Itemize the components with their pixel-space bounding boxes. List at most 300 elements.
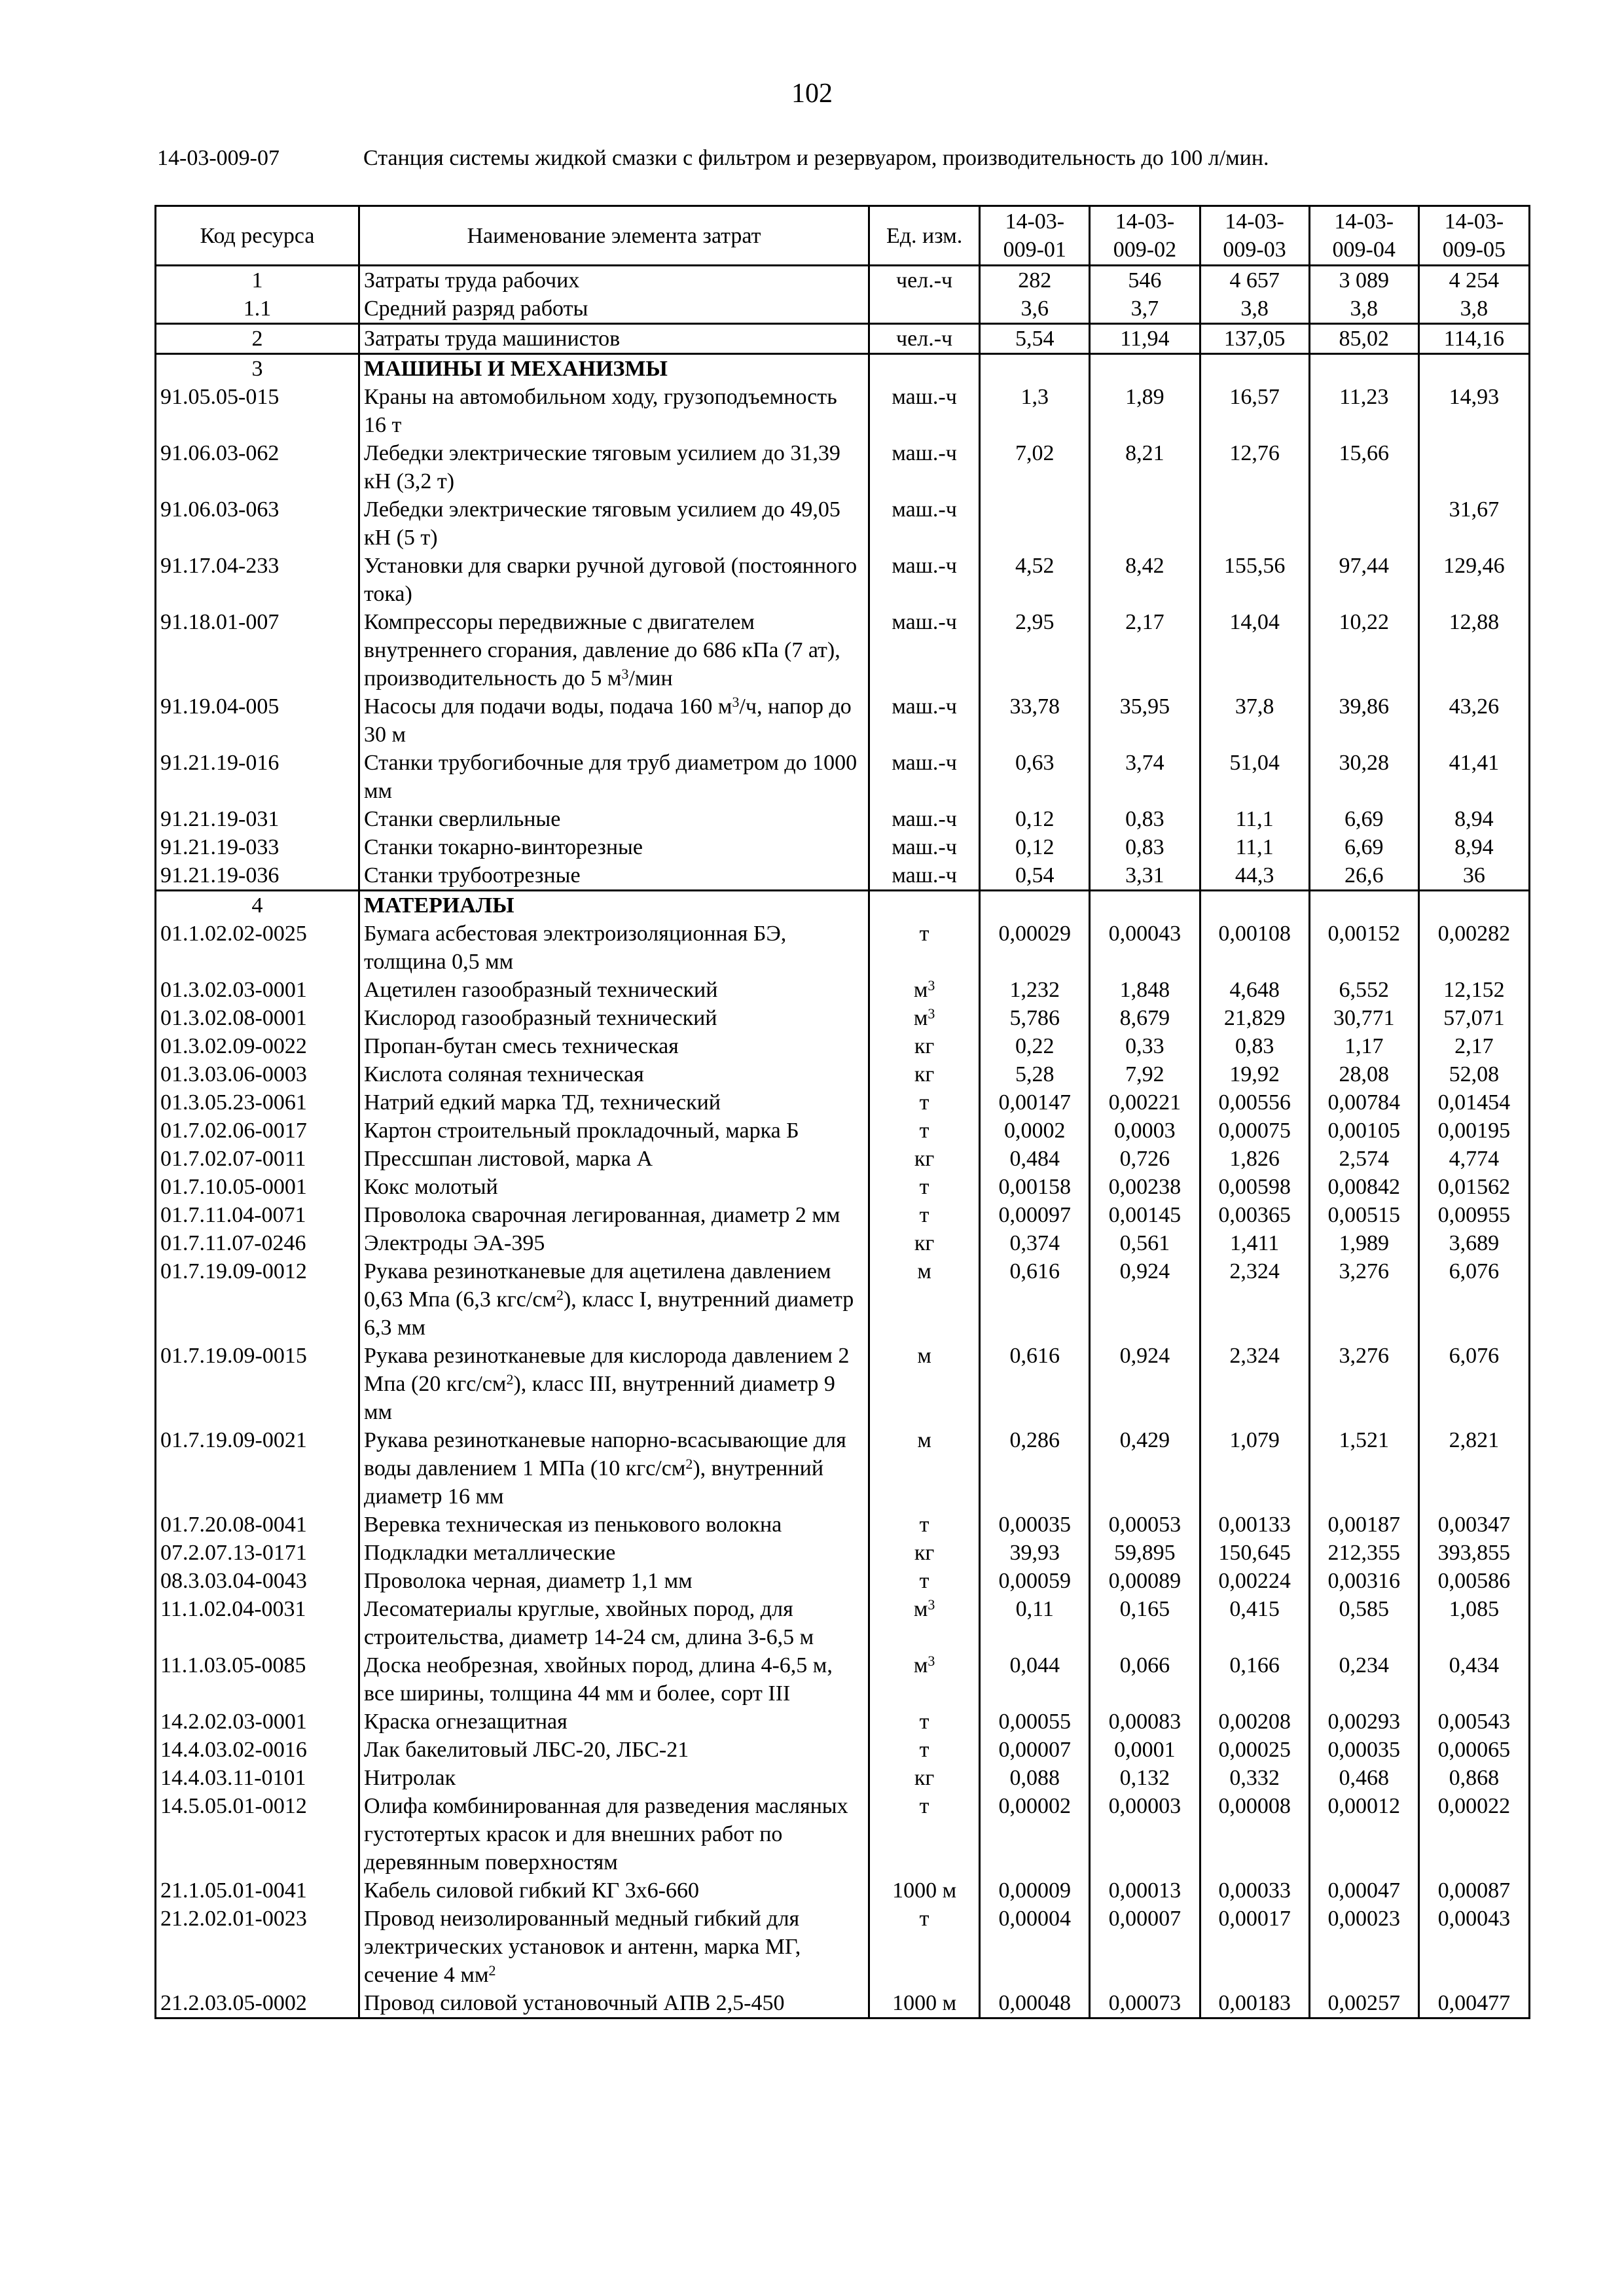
resource-code: 1.1 [156, 295, 359, 324]
value-col-1: 0,00035 [980, 1511, 1090, 1539]
resource-code: 91.06.03-062 [156, 439, 359, 495]
value-col-2: 3,74 [1090, 749, 1200, 805]
unit: т [869, 1792, 980, 1876]
value-col-5: 0,00195 [1418, 1117, 1529, 1145]
value-col-3: 11,1 [1200, 805, 1309, 833]
table-row [156, 1905, 1530, 1989]
resource-code: 01.1.02.02-0025 [156, 920, 359, 976]
page-number: 102 [791, 79, 833, 109]
resource-code: 11.1.03.05-0085 [156, 1651, 359, 1708]
value-col-1: 5,28 [980, 1060, 1090, 1088]
value-col-5: 0,00477 [1418, 1989, 1529, 2018]
value-col-3 [1200, 891, 1309, 920]
resource-code: 14.4.03.02-0016 [156, 1736, 359, 1764]
table-row [156, 383, 1530, 439]
value-col-5: 0,00087 [1418, 1876, 1529, 1905]
table-row [156, 1088, 1530, 1117]
value-col-2: 8,21 [1090, 439, 1200, 495]
value-col-3: 1,079 [1200, 1426, 1309, 1511]
value-col-4: 0,00316 [1309, 1567, 1418, 1595]
unit: 1000 м [869, 1876, 980, 1905]
value-col-2: 0,00003 [1090, 1792, 1200, 1876]
resource-name: Краска огнезащитная [359, 1708, 869, 1736]
table-row [156, 1173, 1530, 1201]
value-col-3: 0,00183 [1200, 1989, 1309, 2018]
resource-name: Кислород газообразный технический [359, 1004, 869, 1032]
table-row [156, 1651, 1530, 1708]
value-col-3: 0,332 [1200, 1764, 1309, 1792]
table-row [156, 1736, 1530, 1764]
value-col-5: 0,00347 [1418, 1511, 1529, 1539]
resource-code: 01.3.03.06-0003 [156, 1060, 359, 1088]
value-col-3: 155,56 [1200, 552, 1309, 608]
value-col-1: 0,00147 [980, 1088, 1090, 1117]
table-row [156, 1032, 1530, 1060]
value-col-3: 0,00108 [1200, 920, 1309, 976]
value-col-3: 0,00017 [1200, 1905, 1309, 1989]
value-col-4: 6,69 [1309, 805, 1418, 833]
value-col-4: 0,00784 [1309, 1088, 1418, 1117]
value-col-3: 0,00075 [1200, 1117, 1309, 1145]
value-col-3: 0,00556 [1200, 1088, 1309, 1117]
resource-code: 01.3.02.03-0001 [156, 976, 359, 1004]
resource-name: Нитролак [359, 1764, 869, 1792]
resource-name: Кислота соляная техническая [359, 1060, 869, 1088]
unit: м [869, 1257, 980, 1342]
value-col-5 [1418, 891, 1529, 920]
value-col-2 [1090, 354, 1200, 384]
resource-name: Установки для сварки ручной дуговой (постоянного тока) [359, 552, 869, 608]
value-col-4: 97,44 [1309, 552, 1418, 608]
table-row [156, 439, 1530, 495]
table-row [156, 552, 1530, 608]
value-col-4: 0,468 [1309, 1764, 1418, 1792]
unit: маш.-ч [869, 749, 980, 805]
value-col-5: 14,93 [1418, 383, 1529, 439]
value-col-2: 0,00013 [1090, 1876, 1200, 1905]
unit: т [869, 1088, 980, 1117]
value-col-2: 0,00238 [1090, 1173, 1200, 1201]
table-row [156, 1342, 1530, 1426]
resource-code: 91.21.19-036 [156, 861, 359, 891]
value-col-4: 212,355 [1309, 1539, 1418, 1567]
table-row [156, 1004, 1530, 1032]
unit: кг [869, 1032, 980, 1060]
value-col-1: 0,63 [980, 749, 1090, 805]
value-col-2: 0,0003 [1090, 1117, 1200, 1145]
resource-name: Насосы для подачи воды, подача 160 $м^3/ч$, напор до 30 м [359, 692, 869, 749]
superscript: 2 [556, 1287, 564, 1303]
value-col-5: 8,94 [1418, 805, 1529, 833]
value-col-2: 0,561 [1090, 1229, 1200, 1257]
value-col-3: 21,829 [1200, 1004, 1309, 1032]
resource-code: 21.2.02.01-0023 [156, 1905, 359, 1989]
unit: маш.-ч [869, 861, 980, 891]
resource-name: Кокс молотый [359, 1173, 869, 1201]
resource-name: Доска необрезная, хвойных пород, длина 4-6,5 м, все ширины, толщина 44 мм и более, сорт III [359, 1651, 869, 1708]
resource-code: 21.2.03.05-0002 [156, 1989, 359, 2018]
table-row [156, 749, 1530, 805]
resource-code: 01.3.02.08-0001 [156, 1004, 359, 1032]
superscript: 2 [685, 1456, 693, 1472]
table-row [156, 1792, 1530, 1876]
value-col-5: 6,076 [1418, 1342, 1529, 1426]
value-col-5: 2,821 [1418, 1426, 1529, 1511]
value-col-1: 0,11 [980, 1595, 1090, 1651]
resource-code: 01.7.02.07-0011 [156, 1145, 359, 1173]
table-row [156, 324, 1530, 354]
superscript: 3 [928, 977, 935, 994]
norm-header [157, 144, 1532, 173]
value-col-1: 0,0002 [980, 1117, 1090, 1145]
resource-name: Олифа комбинированная для разведения масляных густотертых красок и для внешних работ по деревянным поверхностям [359, 1792, 869, 1876]
value-col-5: 114,16 [1418, 324, 1529, 354]
table-header-row [156, 206, 1530, 266]
unit: чел.-ч [869, 266, 980, 295]
value-col-5: 4 254 [1418, 266, 1529, 295]
resource-name: Затраты труда машинистов [359, 324, 869, 354]
resource-name: Натрий едкий марка ТД, технический [359, 1088, 869, 1117]
value-col-1: 0,616 [980, 1342, 1090, 1426]
value-col-4: 28,08 [1309, 1060, 1418, 1088]
value-col-2: 3,7 [1090, 295, 1200, 324]
value-col-2: 35,95 [1090, 692, 1200, 749]
value-col-2: 0,924 [1090, 1257, 1200, 1342]
value-col-1: 0,00048 [980, 1989, 1090, 2018]
value-col-1: 0,12 [980, 805, 1090, 833]
value-col-2: 0,00221 [1090, 1088, 1200, 1117]
table-row [156, 805, 1530, 833]
value-col-2: 1,848 [1090, 976, 1200, 1004]
value-col-4 [1309, 891, 1418, 920]
unit: чел.-ч [869, 324, 980, 354]
value-col-2: 0,0001 [1090, 1736, 1200, 1764]
resource-code: 3 [156, 354, 359, 384]
header-col-4: 14-03- 009-04 [1309, 206, 1418, 266]
resource-name: Подкладки металлические [359, 1539, 869, 1567]
value-col-5: 129,46 [1418, 552, 1529, 608]
table-row [156, 891, 1530, 920]
value-col-5 [1418, 439, 1529, 495]
value-col-1: 282 [980, 266, 1090, 295]
section-title: МАТЕРИАЛЫ [359, 891, 869, 920]
unit: кг [869, 1060, 980, 1088]
value-col-4: 0,00105 [1309, 1117, 1418, 1145]
value-col-4: 0,00293 [1309, 1708, 1418, 1736]
value-col-3: 0,415 [1200, 1595, 1309, 1651]
resource-name: Средний разряд работы [359, 295, 869, 324]
value-col-5: 0,00065 [1418, 1736, 1529, 1764]
value-col-3: 4,648 [1200, 976, 1309, 1004]
value-col-1: 0,22 [980, 1032, 1090, 1060]
resource-code: 91.19.04-005 [156, 692, 359, 749]
value-col-4: 3,276 [1309, 1257, 1418, 1342]
resource-name: Лебедки электрические тяговым усилием до 49,05 кН (5 т) [359, 495, 869, 552]
value-col-4: 0,00035 [1309, 1736, 1418, 1764]
table-row [156, 495, 1530, 552]
resource-code: 01.7.19.09-0021 [156, 1426, 359, 1511]
unit: т [869, 1708, 980, 1736]
value-col-3: 0,00133 [1200, 1511, 1309, 1539]
table-body [156, 266, 1530, 2018]
unit: м [869, 1426, 980, 1511]
resource-name: Станки трубогибочные для труб диаметром до 1000 мм [359, 749, 869, 805]
value-col-3: 19,92 [1200, 1060, 1309, 1088]
resource-name: Проволока черная, диаметр 1,1 мм [359, 1567, 869, 1595]
value-col-2: 8,42 [1090, 552, 1200, 608]
superscript: 3 [928, 1596, 935, 1613]
table-row [156, 1876, 1530, 1905]
value-col-2: 2,17 [1090, 608, 1200, 692]
value-col-5: 43,26 [1418, 692, 1529, 749]
table-row [156, 354, 1530, 384]
value-col-3 [1200, 495, 1309, 552]
unit: т [869, 1905, 980, 1989]
unit: маш.-ч [869, 833, 980, 861]
value-col-3: 0,00033 [1200, 1876, 1309, 1905]
table-row [156, 266, 1530, 295]
resource-name: Лесоматериалы круглые, хвойных пород, для строительства, диаметр 14-24 см, длина 3-6,5 м [359, 1595, 869, 1651]
unit: маш.-ч [869, 805, 980, 833]
resource-name: Затраты труда рабочих [359, 266, 869, 295]
resource-name: Лак бакелитовый ЛБС-20, ЛБС-21 [359, 1736, 869, 1764]
table-row [156, 1201, 1530, 1229]
value-col-2: 7,92 [1090, 1060, 1200, 1088]
value-col-2: 8,679 [1090, 1004, 1200, 1032]
resource-code: 91.18.01-007 [156, 608, 359, 692]
resource-name: Бумага асбестовая электроизоляционная БЭ, толщина 0,5 мм [359, 920, 869, 976]
table-row [156, 1229, 1530, 1257]
value-col-4: 10,22 [1309, 608, 1418, 692]
value-col-4: 0,234 [1309, 1651, 1418, 1708]
value-col-4: 39,86 [1309, 692, 1418, 749]
value-col-1: 0,00002 [980, 1792, 1090, 1876]
resource-name: Провод силовой установочный АПВ 2,5-450 [359, 1989, 869, 2018]
unit: т [869, 920, 980, 976]
value-col-4: 0,00187 [1309, 1511, 1418, 1539]
resource-code: 01.7.11.04-0071 [156, 1201, 359, 1229]
resource-name: Картон строительный прокладочный, марка Б [359, 1117, 869, 1145]
value-col-5: 0,868 [1418, 1764, 1529, 1792]
value-col-5: 3,689 [1418, 1229, 1529, 1257]
value-col-2: 0,165 [1090, 1595, 1200, 1651]
value-col-4: 11,23 [1309, 383, 1418, 439]
table-row [156, 1567, 1530, 1595]
header-col-5: 14-03- 009-05 [1418, 206, 1529, 266]
resource-name: Станки токарно-винторезные [359, 833, 869, 861]
value-col-2: 0,83 [1090, 805, 1200, 833]
value-col-2: 0,924 [1090, 1342, 1200, 1426]
value-col-2: 0,726 [1090, 1145, 1200, 1173]
resource-code: 01.3.02.09-0022 [156, 1032, 359, 1060]
value-col-4: 0,00012 [1309, 1792, 1418, 1876]
table-row [156, 1145, 1530, 1173]
value-col-5: 0,00586 [1418, 1567, 1529, 1595]
unit [869, 891, 980, 920]
resource-code: 91.21.19-033 [156, 833, 359, 861]
value-col-1: 0,484 [980, 1145, 1090, 1173]
table-row [156, 1060, 1530, 1088]
value-col-4: 3 089 [1309, 266, 1418, 295]
value-col-2: 0,00007 [1090, 1905, 1200, 1989]
value-col-4: 30,771 [1309, 1004, 1418, 1032]
unit [869, 295, 980, 324]
resource-name: Провод неизолированный медный гибкий для электрических установок и антенн, марка МГ, сечение 4 $мм^2$ [359, 1905, 869, 1989]
unit: маш.-ч [869, 692, 980, 749]
value-col-5 [1418, 354, 1529, 384]
unit: т [869, 1201, 980, 1229]
value-col-2: 0,00145 [1090, 1201, 1200, 1229]
value-col-1 [980, 891, 1090, 920]
table-row [156, 295, 1530, 324]
value-col-4: 2,574 [1309, 1145, 1418, 1173]
resource-table [154, 205, 1530, 2019]
resource-code: 07.2.07.13-0171 [156, 1539, 359, 1567]
value-col-3: 0,83 [1200, 1032, 1309, 1060]
value-col-3: 11,1 [1200, 833, 1309, 861]
value-col-2: 0,00043 [1090, 920, 1200, 976]
unit [869, 354, 980, 384]
resource-code: 01.3.05.23-0061 [156, 1088, 359, 1117]
header-name: Наименование элемента затрат [359, 206, 869, 266]
header-col-2: 14-03- 009-02 [1090, 206, 1200, 266]
unit: м [869, 1342, 980, 1426]
value-col-4: 1,989 [1309, 1229, 1418, 1257]
table-row [156, 920, 1530, 976]
value-col-2: 0,066 [1090, 1651, 1200, 1708]
resource-name: Станки трубоотрезные [359, 861, 869, 891]
table-row [156, 1426, 1530, 1511]
norm-title: Станция системы жидкой смазки с фильтром и резервуаром, производительность до 100 л/мин. [363, 146, 1269, 170]
value-col-4: 0,00152 [1309, 920, 1418, 976]
unit: $м^3$ [869, 1595, 980, 1651]
value-col-5: 0,434 [1418, 1651, 1529, 1708]
value-col-1: 5,54 [980, 324, 1090, 354]
unit: $м^3$ [869, 1651, 980, 1708]
value-col-1: 0,00029 [980, 920, 1090, 976]
unit: $м^3$ [869, 976, 980, 1004]
value-col-3: 12,76 [1200, 439, 1309, 495]
value-col-4: 1,521 [1309, 1426, 1418, 1511]
value-col-5: 1,085 [1418, 1595, 1529, 1651]
value-col-5: 2,17 [1418, 1032, 1529, 1060]
superscript: 3 [928, 1653, 935, 1669]
unit: кг [869, 1764, 980, 1792]
value-col-1: 7,02 [980, 439, 1090, 495]
value-col-4 [1309, 495, 1418, 552]
table-row [156, 608, 1530, 692]
resource-name: Ацетилен газообразный технический [359, 976, 869, 1004]
table-row [156, 1117, 1530, 1145]
header-col-3: 14-03- 009-03 [1200, 206, 1309, 266]
value-col-3: 0,00224 [1200, 1567, 1309, 1595]
value-col-2: 0,132 [1090, 1764, 1200, 1792]
value-col-2: 0,00053 [1090, 1511, 1200, 1539]
table-row [156, 1708, 1530, 1736]
superscript: 2 [488, 1962, 496, 1979]
value-col-2 [1090, 891, 1200, 920]
unit: т [869, 1117, 980, 1145]
value-col-1: 0,00055 [980, 1708, 1090, 1736]
value-col-4: 0,00023 [1309, 1905, 1418, 1989]
resource-code: 4 [156, 891, 359, 920]
value-col-1: 0,286 [980, 1426, 1090, 1511]
value-col-2: 0,00089 [1090, 1567, 1200, 1595]
header-col-1: 14-03- 009-01 [980, 206, 1090, 266]
value-col-3: 2,324 [1200, 1342, 1309, 1426]
resource-code: 01.7.11.07-0246 [156, 1229, 359, 1257]
value-col-1: 0,00004 [980, 1905, 1090, 1989]
resource-name: Электроды ЭА-395 [359, 1229, 869, 1257]
resource-name: Пропан-бутан смесь техническая [359, 1032, 869, 1060]
value-col-5: 4,774 [1418, 1145, 1529, 1173]
value-col-1: 2,95 [980, 608, 1090, 692]
resource-code: 01.7.10.05-0001 [156, 1173, 359, 1201]
value-col-4: 15,66 [1309, 439, 1418, 495]
value-col-3: 37,8 [1200, 692, 1309, 749]
value-col-1: 0,374 [980, 1229, 1090, 1257]
value-col-3: 1,411 [1200, 1229, 1309, 1257]
value-col-1: 0,00009 [980, 1876, 1090, 1905]
value-col-1: 0,044 [980, 1651, 1090, 1708]
resource-code: 91.05.05-015 [156, 383, 359, 439]
value-col-5: 57,071 [1418, 1004, 1529, 1032]
value-col-4: 1,17 [1309, 1032, 1418, 1060]
value-col-4: 3,276 [1309, 1342, 1418, 1426]
value-col-2: 0,33 [1090, 1032, 1200, 1060]
table-row [156, 976, 1530, 1004]
value-col-1: 0,00007 [980, 1736, 1090, 1764]
resource-code: 01.7.19.09-0012 [156, 1257, 359, 1342]
value-col-1 [980, 495, 1090, 552]
value-col-5: 8,94 [1418, 833, 1529, 861]
value-col-4: 30,28 [1309, 749, 1418, 805]
unit: маш.-ч [869, 439, 980, 495]
value-col-2: 0,00073 [1090, 1989, 1200, 2018]
norm-code: 14-03-009-07 [157, 146, 280, 170]
value-col-2: 1,89 [1090, 383, 1200, 439]
value-col-5: 6,076 [1418, 1257, 1529, 1342]
superscript: 2 [506, 1371, 514, 1388]
value-col-1: 0,088 [980, 1764, 1090, 1792]
resource-name: Рукава резинотканевые для кислорода давлением 2 Мпа (20 кгс/$см^2$), класс III, внутренний диаметр 9 мм [359, 1342, 869, 1426]
value-col-4 [1309, 354, 1418, 384]
resource-code: 14.4.03.11-0101 [156, 1764, 359, 1792]
table-row [156, 861, 1530, 891]
value-col-2 [1090, 495, 1200, 552]
value-col-3: 1,826 [1200, 1145, 1309, 1173]
value-col-3: 44,3 [1200, 861, 1309, 891]
resource-code: 01.7.02.06-0017 [156, 1117, 359, 1145]
value-col-3: 4 657 [1200, 266, 1309, 295]
value-col-5: 41,41 [1418, 749, 1529, 805]
value-col-5: 12,152 [1418, 976, 1529, 1004]
resource-code: 14.5.05.01-0012 [156, 1792, 359, 1876]
value-col-1: 0,616 [980, 1257, 1090, 1342]
unit: маш.-ч [869, 552, 980, 608]
value-col-4: 6,552 [1309, 976, 1418, 1004]
resource-name: Веревка техническая из пенькового волокна [359, 1511, 869, 1539]
table-row [156, 1764, 1530, 1792]
value-col-5: 36 [1418, 861, 1529, 891]
value-col-1: 33,78 [980, 692, 1090, 749]
value-col-3: 3,8 [1200, 295, 1309, 324]
value-col-5: 52,08 [1418, 1060, 1529, 1088]
table-row [156, 833, 1530, 861]
value-col-4: 0,00047 [1309, 1876, 1418, 1905]
table-row [156, 1257, 1530, 1342]
value-col-5: 31,67 [1418, 495, 1529, 552]
